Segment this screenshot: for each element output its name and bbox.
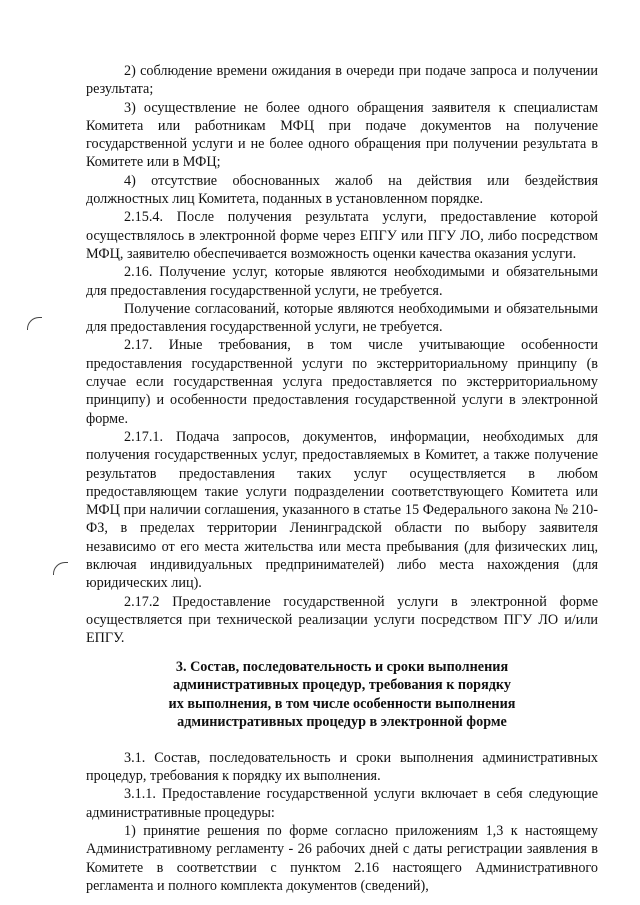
- paragraph: 2) соблюдение времени ожидания в очереди при подаче запроса и получении результата;: [86, 63, 598, 98]
- paragraph: 4) отсутствие обоснованных жалоб на действия или бездействия должностных лиц Комитета, поданных в установленном порядке.: [86, 172, 598, 208]
- document-page: [86, 62, 598, 895]
- paragraph: 3.1.1. Предоставление государственной услуги включает в себя следующие административные процедуры:: [86, 786, 598, 821]
- paragraph: 1) принятие решения по форме согласно приложениям 1,3 к настоящему Административному регламенту - 26 рабочих дней с даты регистрации заявления в Комитете в соответствии с пунктом 2.16 настоящего Административного регламента и полного комплекта документов (сведений),: [86, 823, 598, 894]
- paragraph: 2.17. Иные требования, в том числе учитывающие особенности предоставления государственной услуги по экстерриториальному принципу (в случае если государственная услуга предоставляется по экстерриториальному принципу) и особенности предоставления государственной услуги в электронной форме.: [86, 337, 598, 427]
- punch-hole-mark-upper: [27, 317, 42, 330]
- paragraph: Получение согласований, которые являются необходимыми и обязательными для предоставления государственной услуги, не требуется.: [86, 300, 598, 336]
- paragraph: 2.17.1. Подача запросов, документов, информации, необходимых для получения государственных услуг, предоставляемых в Комитет, а также получение результатов предоставления таких услуг осуществляется в любом предоставляющем такие услуги подразделении соответствующего Комитета или МФЦ при наличии соглашения, указанного в статье 15 Федерального закона № 210-ФЗ, в пределах территории Ленинградской области по выбору заявителя независимо от его места жительства или места пребывания (для физических лиц, включая индивидуальных предпринимателей) либо места нахождения (для юридических лиц).: [86, 428, 598, 592]
- paragraph: 2.15.4. После получения результата услуги, предоставление которой осуществлялось в электронной форме через ЕПГУ или ПГУ ЛО, либо посредством МФЦ, заявителю обеспечивается возможность оценки качества оказания услуги.: [86, 209, 598, 262]
- section-heading: [86, 658, 598, 732]
- punch-hole-mark-lower: [53, 562, 68, 575]
- section-heading-line: административных процедур в электронной форме: [177, 714, 507, 731]
- section-heading-line: 3. Состав, последовательность и сроки выполнения: [175, 658, 509, 675]
- paragraph: 2.16. Получение услуг, которые являются необходимыми и обязательными для предоставления государственной услуги, не требуется.: [86, 264, 598, 299]
- body-text-after-heading: [86, 749, 598, 895]
- paragraph: 3.1. Состав, последовательность и сроки выполнения административных процедур, требования к порядку их выполнения.: [86, 749, 598, 785]
- section-heading-line: административных процедур, требования к порядку: [172, 677, 511, 694]
- body-text-before-heading: [86, 62, 598, 648]
- paragraph: 2.17.2 Предоставление государственной услуги в электронной форме осуществляется при технической реализации услуги посредством ПГУ ЛО и/или ЕПГУ.: [86, 593, 598, 647]
- paragraph: 3) осуществление не более одного обращения заявителя к специалистам Комитета или работникам МФЦ при подаче документов на получение государственной услуги и не более одного обращения при получении результата в Комитете или в МФЦ;: [86, 99, 598, 171]
- section-heading-line: их выполнения, в том числе особенности выполнения: [168, 695, 516, 712]
